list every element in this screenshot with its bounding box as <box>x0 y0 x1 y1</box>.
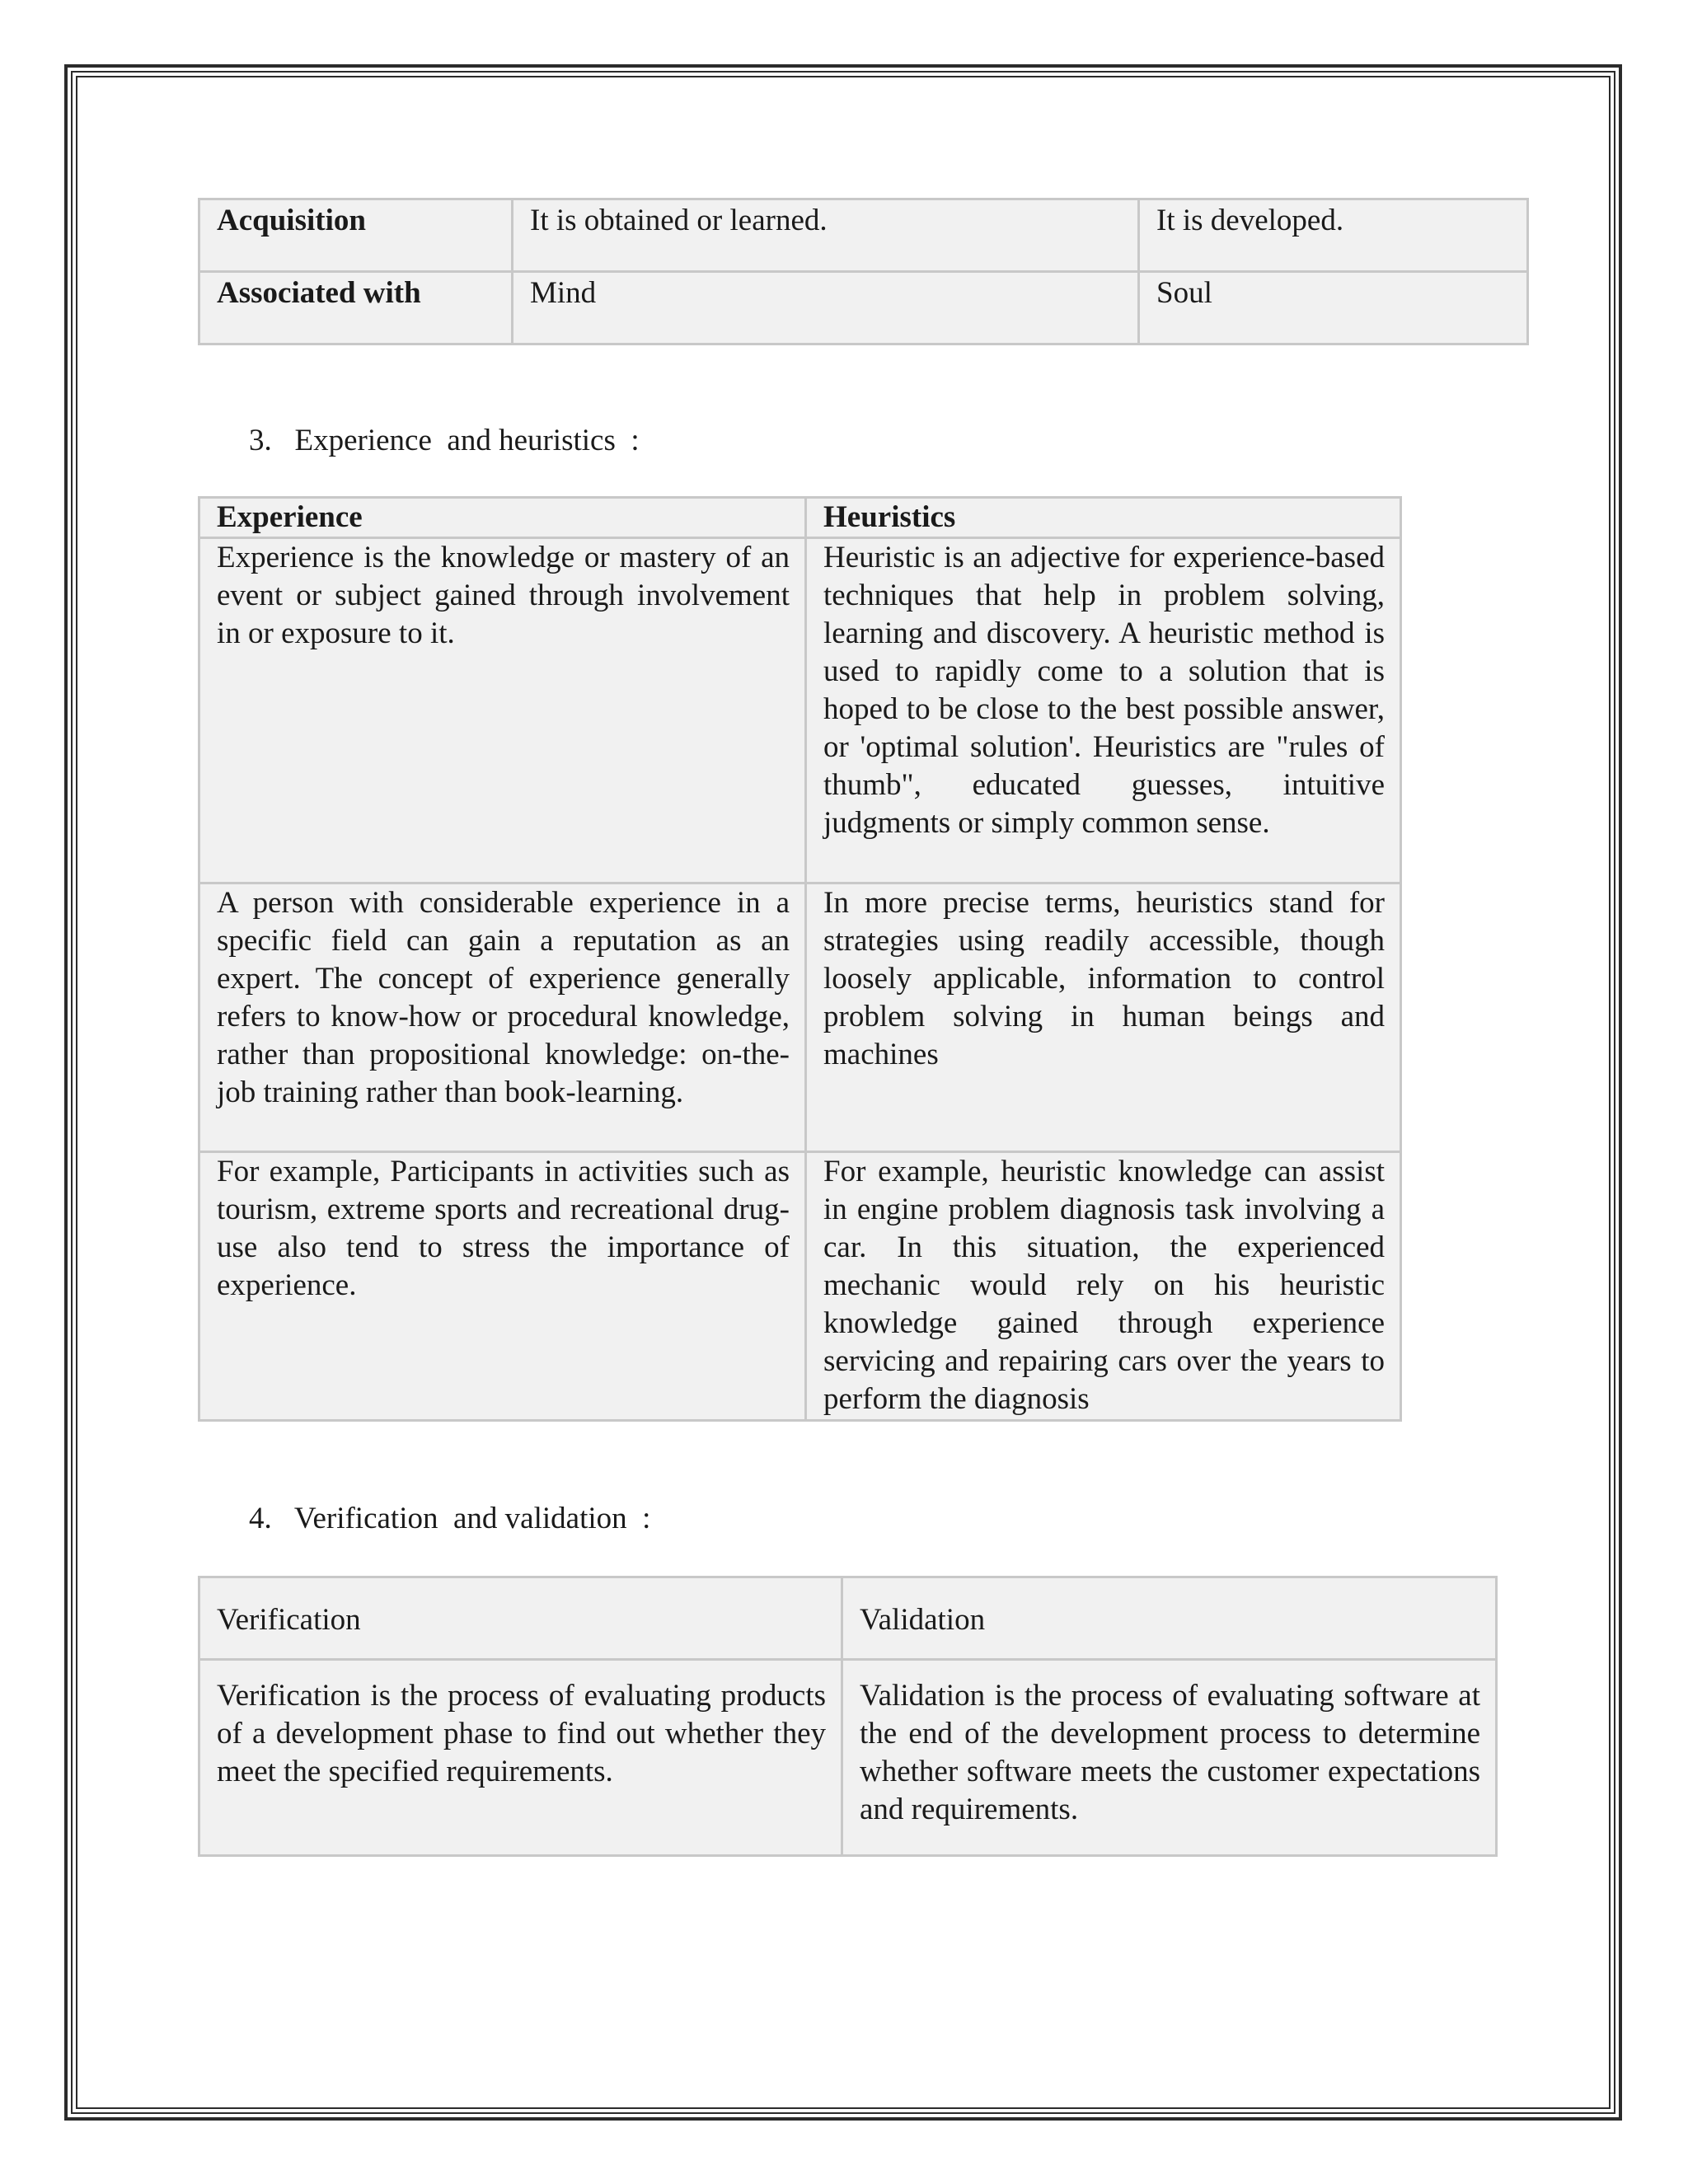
table-row <box>199 538 1401 883</box>
table-row <box>199 272 1528 344</box>
column-header-validation: Validation <box>842 1577 1497 1660</box>
table-cell: A person with considerable experience in a specific field can gain a reputation as an expert. The concept of experience generally refers to know-how or procedural knowledge, rather than propositional knowledge: on-the-job training rather than book-learning. <box>199 883 806 1152</box>
table-row <box>199 883 1401 1152</box>
table-cell: Associated with <box>199 272 513 344</box>
comparison-table-verification-validation <box>198 1576 1498 1857</box>
table-cell: For example, heuristic knowledge can assist in engine problem diagnosis task involving a car. In this situation, the experienced mechanic would rely on his heuristic knowledge gained through experience servicing and repairing cars over the years to perform the diagnosis <box>806 1152 1401 1421</box>
table-cell: Validation is the process of evaluating software at the end of the development process to determine whether software meets the customer expectations and requirements. <box>842 1660 1497 1856</box>
table-cell: Heuristic is an adjective for experience-based techniques that help in problem solving, learning and discovery. A heuristic method is used to rapidly come to a solution that is hoped to be close to the best possible answer, or 'optimal solution'. Heuristics are "rules of thumb", educated guesses, intuitive judgments or simply common sense. <box>806 538 1401 883</box>
table-cell: It is obtained or learned. <box>513 199 1139 272</box>
comparison-table-knowledge-wisdom <box>198 198 1529 345</box>
column-header-heuristics: Heuristics <box>806 498 1401 538</box>
table-row <box>199 1152 1401 1421</box>
comparison-table-experience-heuristics <box>198 496 1402 1422</box>
column-header-experience: Experience <box>199 498 806 538</box>
table-cell: It is developed. <box>1139 199 1528 272</box>
table-cell: Mind <box>513 272 1139 344</box>
table-cell: Verification is the process of evaluating products of a development phase to find out whether they meet the specified requirements. <box>199 1660 842 1856</box>
column-header-verification: Verification <box>199 1577 842 1660</box>
table-cell: Acquisition <box>199 199 513 272</box>
table-cell: For example, Participants in activities such as tourism, extreme sports and recreational drug-use also tend to stress the importance of experience. <box>199 1152 806 1421</box>
table-header-row <box>199 498 1401 538</box>
section-title: Experience and heuristics : <box>294 424 640 457</box>
section-number: 4. <box>249 1502 272 1535</box>
table-cell: Soul <box>1139 272 1528 344</box>
section-heading-4 <box>249 1500 650 1538</box>
section-heading-3 <box>249 422 640 460</box>
section-title: Verification and validation : <box>293 1502 651 1535</box>
section-number: 3. <box>249 424 272 457</box>
table-header-row <box>199 1577 1497 1660</box>
table-cell: Experience is the knowledge or mastery of an event or subject gained through involvement in or exposure to it. <box>199 538 806 883</box>
table-row <box>199 1660 1497 1856</box>
table-row <box>199 199 1528 272</box>
table-cell: In more precise terms, heuristics stand for strategies using readily accessible, though loosely applicable, information to control problem solving in human beings and machines <box>806 883 1401 1152</box>
